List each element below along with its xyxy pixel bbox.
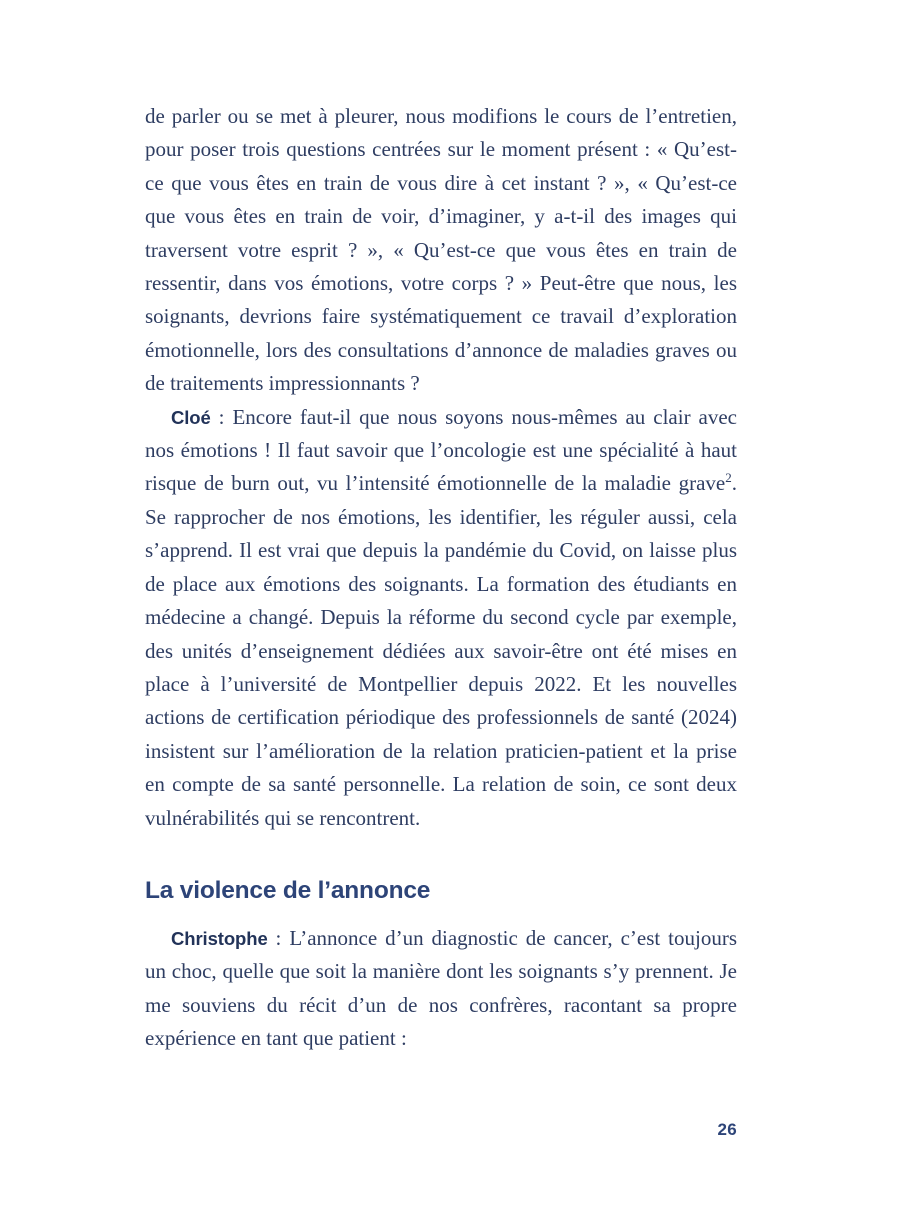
- text-column: [145, 100, 737, 1056]
- paragraph-christophe-text: L’annonce d’un diagnostic de cancer, c’est toujours un choc, quelle que soit la manière dont les soignants s’y prennent. Je me souviens du récit d’un de nos confrères, racontant sa propre expérience en tant que patient :: [145, 925, 737, 1051]
- footnote-reference-marker[interactable]: 2: [725, 470, 732, 486]
- page-number: 26: [717, 1120, 737, 1139]
- speaker-name-cloe: Cloé: [171, 406, 211, 428]
- paragraph-cloe-text-part1: Encore faut-il que nous soyons nous-mêmes au clair avec nos émotions ! Il faut savoir que l’oncologie est une spécialité à haut risque de burn out, vu l’intensité émotionnelle de la maladie grave: [145, 404, 737, 496]
- paragraph-cloe: [145, 401, 737, 835]
- speaker-separator: :: [210, 404, 233, 429]
- section-heading: La violence de l’annonce: [145, 876, 431, 904]
- heading-top-spacer: [145, 835, 737, 875]
- paragraph-continuation: de parler ou se met à pleurer, nous modifions le cours de l’entretien, pour poser trois questions centrées sur le moment présent : « Qu’est-ce que vous êtes en train de vous dire à cet instant ? », « Qu’est-ce que vous êtes en train de voir, d’imaginer, y a-t-il des images qui traversent votre esprit ? », « Qu’est-ce que vous êtes en train de ressentir, dans vos émotions, votre corps ? » Peut-être que nous, les soignants, devrions faire systématiquement ce travail d’exploration émotionnelle, lors des consultations d’annonce de maladies graves ou de traitements impressionnants ?: [145, 104, 737, 396]
- paragraph-cloe-text-part2: . Se rapprocher de nos émotions, les identifier, les réguler aussi, cela s’apprend. Il est vrai que depuis la pandémie du Covid, on laisse plus de place aux émotions des soignants. La formation des étudiants en médecine a changé. Depuis la réforme du second cycle par exemple, des unités d’enseignement dédiées aux savoir-être ont été mises en place à l’université de Montpellier depuis 2022. Et les nouvelles actions de certification périodique des professionnels de santé (2024) insistent sur l’amélioration de la relation praticien-patient et la prise en compte de sa santé personnelle. La relation de soin, ce sont deux vulnérabilités qui se rencontrent.: [145, 471, 737, 830]
- speaker-separator: :: [267, 925, 290, 950]
- heading-bottom-spacer: [145, 907, 737, 922]
- paragraph-christophe: [145, 922, 737, 1056]
- speaker-name-christophe: Christophe: [171, 927, 268, 949]
